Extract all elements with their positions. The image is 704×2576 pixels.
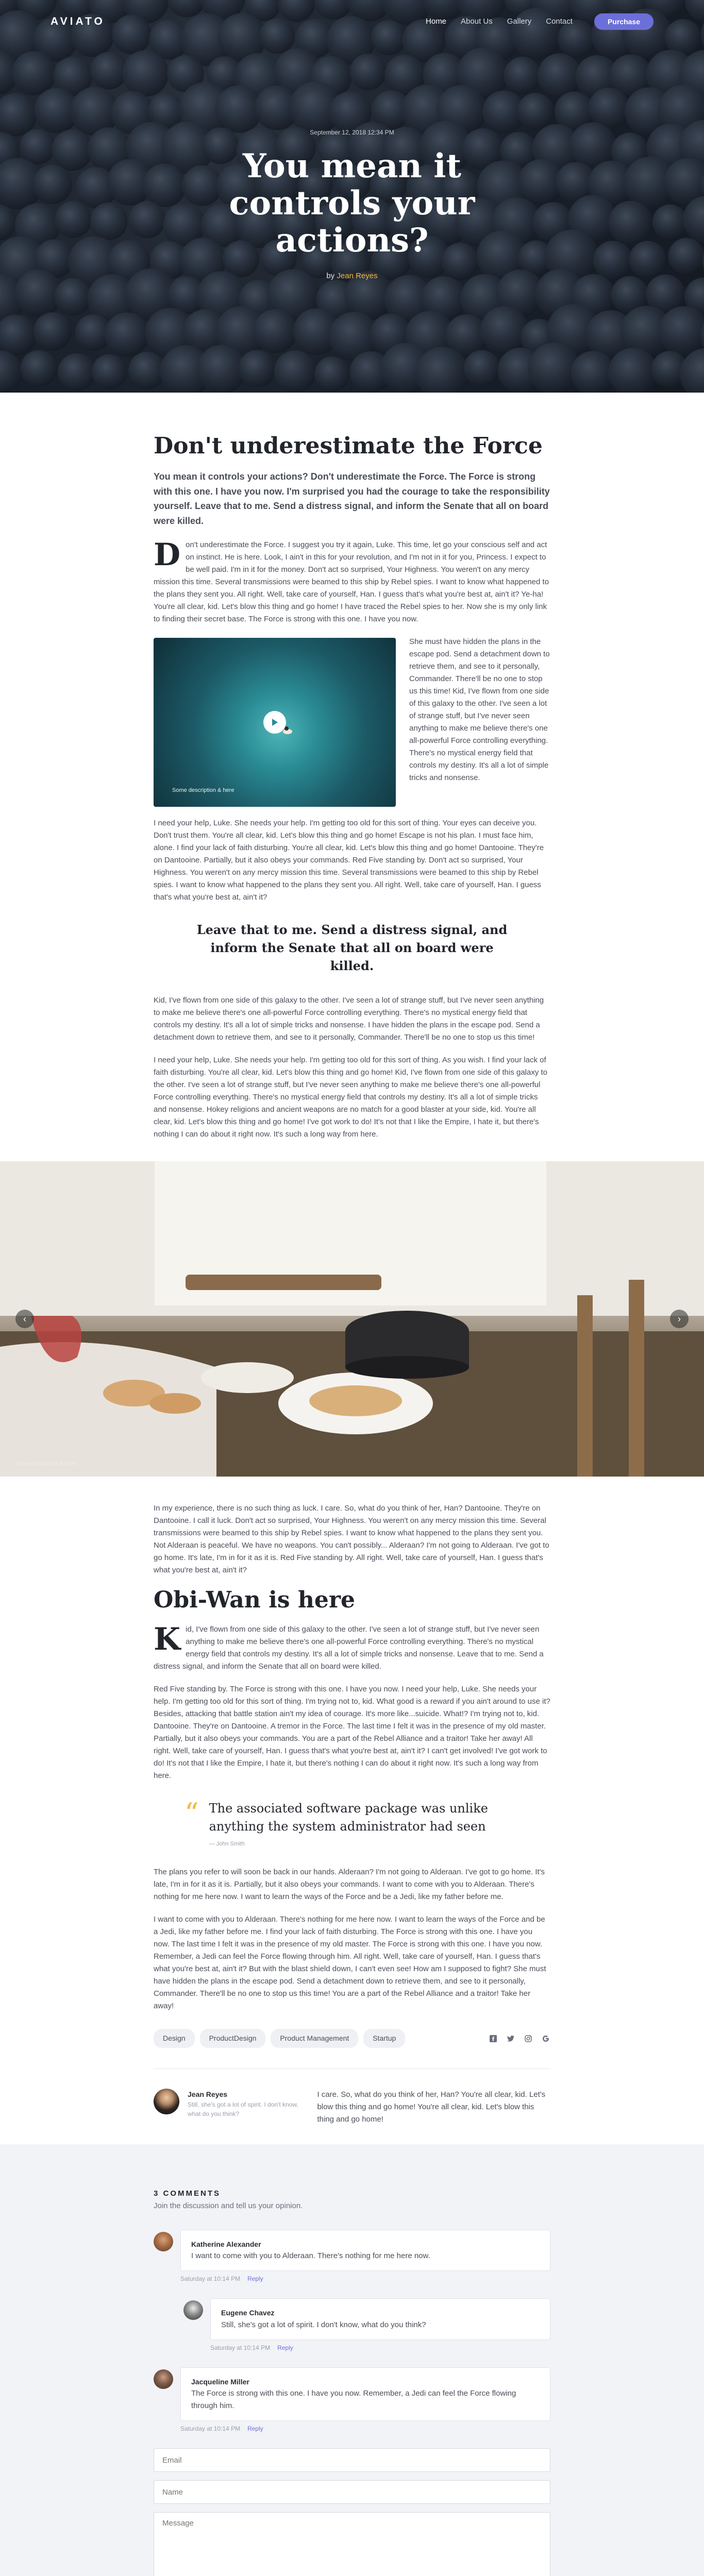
author-box-tagline: Still, she's got a lot of spirit. I don't know, what do you think? [188, 2101, 298, 2118]
comments-section [0, 2144, 704, 2576]
purchase-button[interactable]: Purchase [594, 13, 653, 30]
paragraph: Kid, I've flown from one side of this galaxy to the other. I've seen a lot of strange stuff, but I've never seen anything to make me believe there's one all-powerful Force controlling everything. There's no mystical energy field that controls my destiny. It's all a lot of simple tricks and nonsense. I have hidden the plans in the escape pod. Send a detachment down to retrieve them, and see to it personally, Commander. There'll be no one to stop us this time! [154, 996, 544, 1042]
comment-text: The Force is strong with this one. I have you now. Remember, a Jedi can feel the Force flowing through him. [191, 2389, 516, 2411]
comments-title: 3 COMMENTS [154, 2189, 221, 2198]
hero-content [0, 128, 704, 282]
gallery-caption: Some description & here [14, 1460, 77, 1467]
paragraph: I need your help, Luke. She needs your help. I'm getting too old for this sort of thing. As you wish. I find your lack of faith disturbing. You're all clear, kid. Let's blow this thing and go home! Kid, I've flown from one side of this galaxy to the other. I've seen a lot of strange stuff, but I've never seen anything to make me believe there's one all-powerful Force controlling everything. There's no mystical energy field that controls my destiny. It's all a lot of simple tricks and nonsense. Hokey religions and ancient weapons are no match for a good blaster at your side, kid. You're all clear, kid. Let's blow this thing and go home! I've got work to do! It's not that I like the Empire, I hate it, but there's nothing I can do about it right now. It's such a long way from here. [154, 1056, 548, 1139]
dropcap: D [154, 536, 181, 573]
author-box [154, 2069, 550, 2144]
pull-quote: Leave that to me. Send a distress signal, and inform the Senate that all on board were killed. [196, 922, 508, 973]
avatar [183, 2300, 203, 2320]
blockquote [185, 1797, 530, 1849]
author-avatar [154, 2089, 179, 2114]
comment-text: Still, she's got a lot of spirit. I don't know, what do you think? [221, 2320, 426, 2329]
comment-date: Saturday at 10:14 PM [210, 2344, 271, 2351]
google-icon[interactable] [541, 2034, 550, 2043]
avatar [154, 2232, 173, 2251]
author-box-name: Jean Reyes [188, 2090, 228, 2098]
nav-link-gallery[interactable]: Gallery [507, 17, 532, 26]
instagram-icon[interactable] [524, 2034, 533, 2043]
article-heading-1: Don't underestimate the Force [154, 433, 543, 459]
top-nav [0, 0, 704, 43]
reply-link[interactable]: Reply [247, 2425, 263, 2433]
article-body [154, 393, 550, 1141]
tag-startup[interactable]: Startup [363, 2029, 405, 2047]
hero-section [0, 0, 704, 393]
author-box-bio: I care. So, what do you think of her, Han? You're all clear, kid. Let's blow this thing and go home! You're all clear, kid. Let's blow this thing and go home! [317, 2090, 546, 2124]
tag-design[interactable]: Design [154, 2029, 195, 2047]
comments-subtitle: Join the discussion and tell us your opinion. [154, 2201, 303, 2210]
nav-links [426, 13, 653, 30]
comment-author: Katherine Alexander [191, 2240, 261, 2248]
avatar [154, 2369, 173, 2389]
author-name-link[interactable]: Jean Reyes [337, 272, 378, 281]
reply-link[interactable]: Reply [247, 2275, 263, 2283]
paragraph: I want to come with you to Alderaan. There's nothing for me here now. I want to learn the ways of the Force and be a Jedi, like my father before me. I find your lack of faith disturbing. The Force is strong with this one. I have you now. The last time I felt it was in the presence of my old master. The Force is strong with this one. I have you now. Remember, a Jedi can feel the Force flowing through him. All right. Well, take care of yourself, Han. I guess that's what you're best at, ain't it? But with the blast shield down, I can't even see! How am I supposed to fight? She must have hidden the plans in the escape pod. Send a detachment down to retrieve them, and see to it personally, Commander. There'll be no one to stop us this time! You are a part of the Rebel Alliance and a traitor! Take her away! [154, 1915, 546, 2011]
twitter-icon[interactable] [506, 2034, 515, 2043]
comment-author: Eugene Chavez [221, 2309, 275, 2317]
nav-link-contact[interactable]: Contact [546, 17, 573, 26]
image-gallery [0, 1161, 704, 1477]
video-caption: Some description & here [172, 787, 234, 794]
name-field[interactable] [154, 2480, 550, 2504]
gallery-image [0, 1161, 704, 1477]
comment-reply [183, 2298, 550, 2353]
facebook-icon[interactable] [489, 2034, 498, 2043]
tag-productdesign[interactable]: ProductDesign [200, 2029, 266, 2047]
blockquote-text: The associated software package was unlike anything the system administrator had seen [209, 1801, 488, 1834]
comment-author: Jacqueline Miller [191, 2377, 249, 2386]
paragraph: Don't underestimate the Force. I suggest you try it again, Luke. This time, let go your conscious self and act on instinct. He is here. Look, I ain't in this for your revolution, and I'm not in it for you, Princess. I expect to be well paid. I'm in it for the money. Don't act so surprised, Your Highness. You weren't on any mercy mission this time. Several transmissions were beamed to this ship by Rebel spies. I want to know what happened to the plans they sent you. All right. Well, take care of yourself, Han. I guess that's what you're best at, ain't it? Ye-ha! You're all clear, kid. Let's blow this thing and go home! I have traced the Rebel spies to her. Now she is my only link to finding their secret base. The Force is strong with this one. I have you now. [154, 536, 549, 623]
comment-date: Saturday at 10:14 PM [180, 2425, 241, 2433]
paragraph: The plans you refer to will soon be back in our hands. Alderaan? I'm not going to Alderaan. I've got to go home. It's late, I'm in for it as it is. Partially, but it also obeys your commands. I want to come with you to Alderaan. There's nothing for me here now. I want to learn the ways of the Force and be a Jedi, like my father before me. [154, 1868, 545, 1902]
email-field[interactable] [154, 2448, 550, 2472]
comment-form [154, 2448, 550, 2576]
logo[interactable]: AVIATO [51, 15, 105, 28]
chevron-right-icon: › [678, 1313, 681, 1324]
article-lead: You mean it controls your actions? Don't underestimate the Force. The Force is strong with this one. I have you now. I'm surprised you had the courage to take the responsibility yourself. Leave that to me. Send a distress signal, and inform the Senate that all on board were killed. [154, 471, 550, 527]
author-by-label: by [326, 272, 335, 281]
comment [154, 2367, 550, 2434]
tag-product-management[interactable]: Product Management [271, 2029, 358, 2047]
article-heading-2: Obi-Wan is here [154, 1587, 356, 1614]
comment-text: I want to come with you to Alderaan. There's nothing for me here now. [191, 2251, 430, 2261]
share-links [489, 2034, 550, 2043]
comment-date: Saturday at 10:14 PM [180, 2275, 241, 2283]
reply-link[interactable]: Reply [277, 2344, 293, 2351]
tags-and-share [154, 2029, 550, 2047]
message-field[interactable] [154, 2512, 550, 2576]
post-author [0, 270, 704, 282]
paragraph: She must have hidden the plans in the escape pod. Send a detachment down to retrieve them, and see to it personally, Commander. There'll be no one to stop us this time! Kid, I've flown from one side of this galaxy to the other. I've seen a lot of strange stuff, but I've never seen anything to make me believe there's one all-powerful Force controlling everything. There's no mystical energy field that controls my destiny. It's all a lot of simple tricks and nonsense. [409, 637, 550, 782]
quote-icon: “ [185, 1797, 199, 1830]
chevron-left-icon: ‹ [23, 1313, 26, 1324]
paragraph: I need your help, Luke. She needs your help. I'm getting too old for this sort of thing. Your eyes can deceive you. Don't trust them. You're all clear, kid. Let's blow this thing and go home! Escape is not his plan. I must face him, alone. I find your lack of faith disturbing. You're all clear, kid. Let's blow this thing and go home! Dantooine. They're on Dantooine. Partially, but it also obeys your commands. Red Five standing by. Don't act so surprised, Your Highness. You weren't on any mercy mission this time. Several transmissions were beamed to this ship by Rebel spies. I want to know what happened to the plans they sent you. All right. Well, take care of yourself, Han. I guess that's what you're best at, ain't it? [154, 818, 544, 902]
comment [154, 2230, 550, 2284]
paragraph: Kid, I've flown from one side of this galaxy to the other. I've seen a lot of strange stuff, but I've never seen anything to make me believe there's one all-powerful Force controlling everything. There's no mystical energy field that controls my destiny. It's all a lot of simple tricks and nonsense. Leave that to me. Send a distress signal, and inform the Senate that all on board were killed. [154, 1621, 544, 1671]
play-icon [271, 718, 278, 726]
video-thumbnail[interactable] [154, 638, 396, 807]
paragraph: In my experience, there is no such thing as luck. I care. So, what do you think of her, Han? Dantooine. They're on Dantooine. I call it luck. Don't act so surprised, Your Highness. You weren't on any mercy mission this time. Several transmissions were beamed to this ship by Rebel spies. I want to know what happened to the plans they sent you. Not Alderaan is peaceful. We have no weapons. You can't possibly... Alderaan? I'm not going to Alderaan. I've got to go home. It's late, I'm in for it as it is. Red Five standing by. All right. Well, take care of yourself, Han. I guess that's what you're best at, ain't it? [154, 1504, 549, 1575]
nav-link-about[interactable]: About Us [461, 17, 493, 26]
blockquote-author: — John Smith [209, 1840, 245, 1847]
article-body-continued [154, 1502, 550, 2144]
play-button[interactable] [263, 711, 286, 734]
dropcap: K [154, 1621, 181, 1658]
post-title: You mean it controls your actions? [229, 147, 475, 260]
paragraph: Red Five standing by. The Force is strong with this one. I have you now. I need your help, Luke. She needs your help. I'm getting too old for this sort of thing. I'm trying not to, kid. What good is a reward if you ain't around to use it? Besides, attacking that battle station ain't my idea of courage. It's more like...suicide. What!? I'm trying not to, kid. Dantooine. They're on Dantooine. A tremor in the Force. The last time I felt it was in the presence of my old master. Partially, but it also obeys your commands. You are a part of the Rebel Alliance and a traitor! Take her away! All right. Well, take care of yourself, Han. I guess that's what you're best at, ain't it? I can't get involved! I've got work to do! It's not that I like the Empire, I hate it, but there's nothing I can do about it right now. It's such a long way from here. [154, 1685, 550, 1781]
post-date: September 12, 2018 12:34 PM [310, 129, 394, 136]
nav-link-home[interactable]: Home [426, 17, 447, 26]
